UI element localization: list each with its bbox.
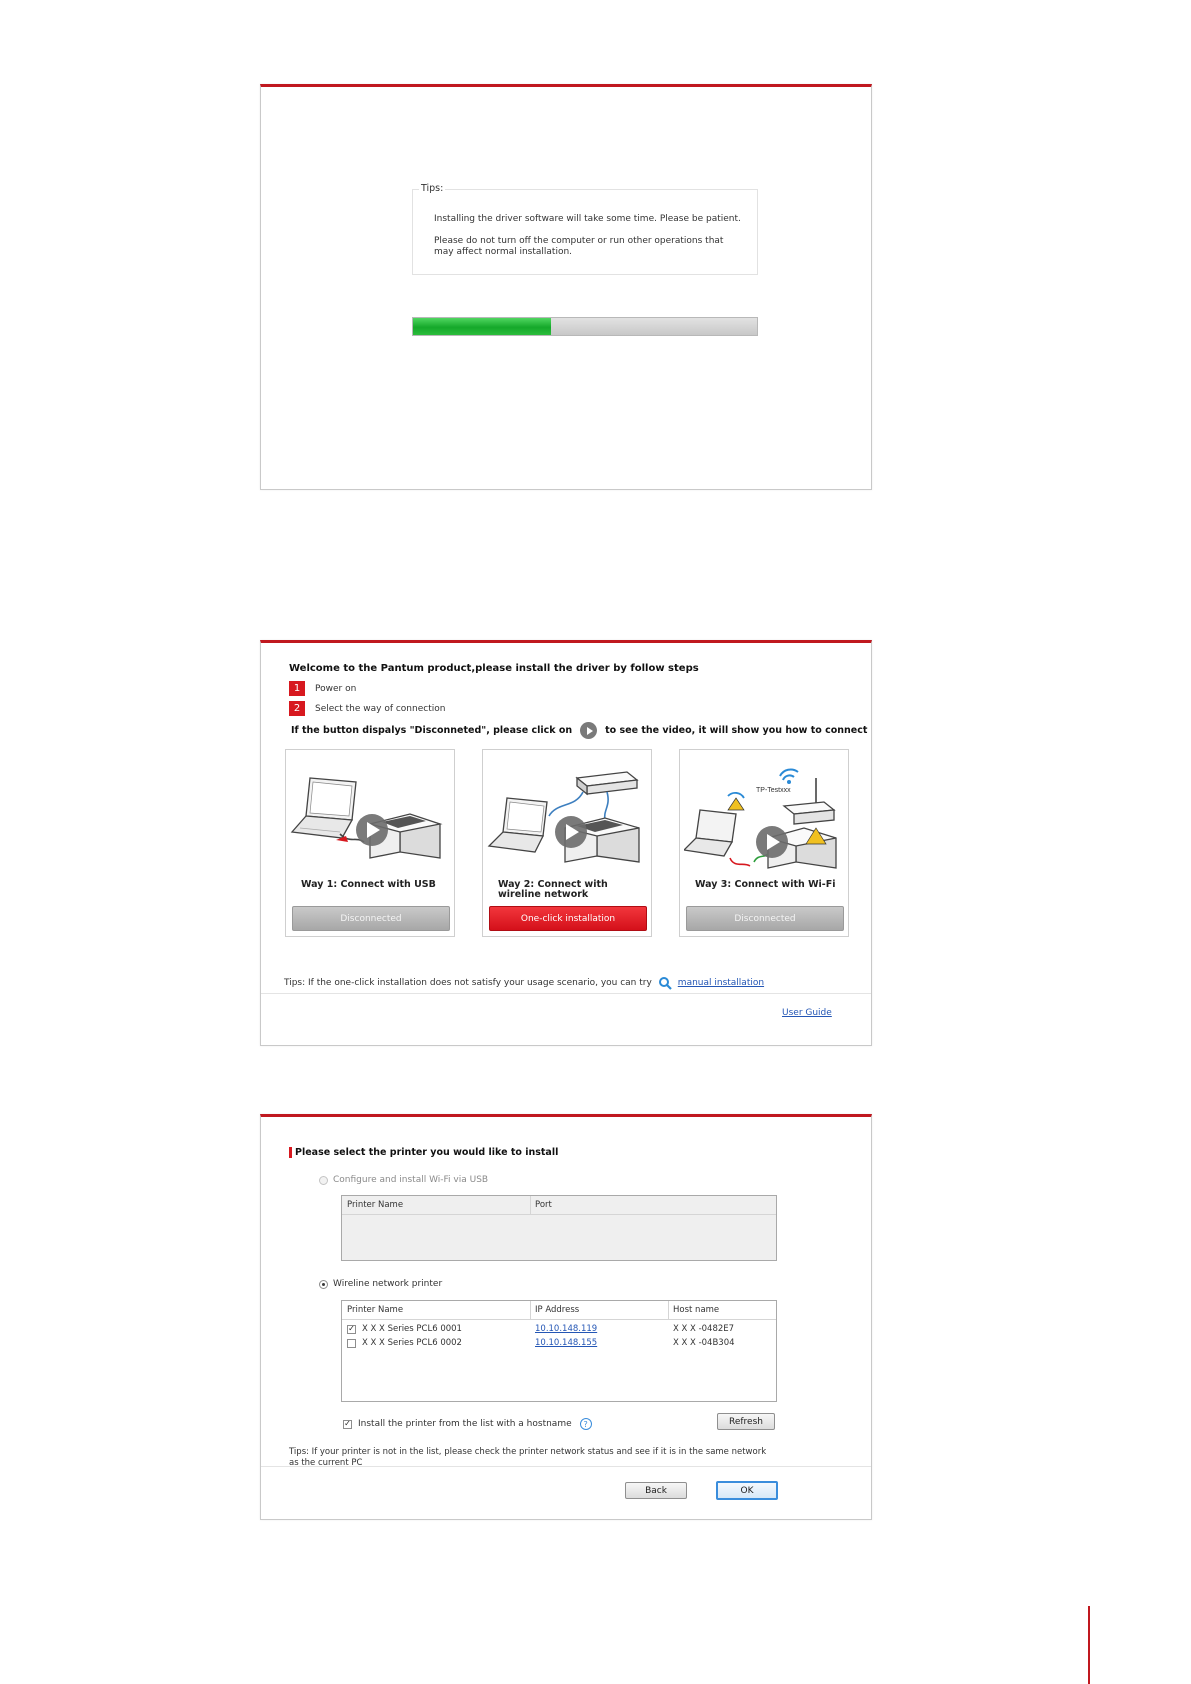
welcome-title: Welcome to the Pantum product,please install the driver by follow steps [289,663,699,674]
page-edge-marker [1088,1606,1090,1684]
install-progress-bar [412,317,758,336]
col-printer-name: Printer Name [347,1305,404,1315]
instruction-text-after: to see the video, it will show you how to connect [605,725,868,736]
tips-text: Tips: If the one-click installation does not satisfy your usage scenario, you can try [284,978,652,988]
instruction-text-before: If the button dispalys "Disconneted", please click on [291,725,573,736]
col-ip-address: IP Address [535,1305,580,1315]
refresh-button[interactable]: Refresh [717,1413,775,1430]
printer-name: X X X Series PCL6 0002 [362,1338,462,1348]
wifi-printer-illustration [684,758,844,876]
wifi-disconnected-button[interactable]: Disconnected [686,906,844,931]
magnifier-icon [658,976,672,990]
col-port: Port [535,1200,552,1210]
network-printer-table [341,1300,777,1402]
printer-checkbox[interactable] [347,1339,356,1348]
printer-host: X X X -04B304 [673,1338,735,1348]
help-icon[interactable]: ? [580,1418,592,1430]
connection-window [260,640,872,1046]
select-printer-window [260,1114,872,1520]
user-guide-link[interactable]: User Guide [782,1008,832,1018]
col-printer-name: Printer Name [347,1200,404,1210]
option-wifi-via-usb[interactable] [319,1175,488,1185]
step-label: Power on [315,683,357,694]
printer-host: X X X -0482E7 [673,1324,735,1334]
hostname-checkbox-label: Install the printer from the list with a hostname [358,1419,572,1429]
hostname-checkbox[interactable]: ✓ [344,1419,351,1428]
way-wired-label: Way 2: Connect with wireline network [498,879,608,900]
way-wired-card [482,749,652,937]
radio-wireline-network[interactable] [319,1280,328,1289]
one-click-install-button[interactable]: One-click installation [489,906,647,931]
printer-checkbox[interactable]: ✓ [348,1324,355,1333]
printer-name: X X X Series PCL6 0001 [362,1324,462,1334]
option-wifi-via-usb-label: Configure and install Wi-Fi via USB [333,1175,489,1185]
progress-fill [413,318,551,335]
divider [261,1466,871,1467]
wifi-ssid-label: TP-Testxxx [756,787,791,794]
header-line [342,1214,776,1215]
step-select-connection [289,701,445,716]
divider [261,993,871,994]
step-label: Select the way of connection [315,703,446,714]
usb-disconnected-button[interactable]: Disconnected [292,906,450,931]
play-icon[interactable] [580,722,597,739]
back-button[interactable]: Back [625,1482,687,1499]
way-wifi-card [679,749,849,937]
option-wireline-network[interactable] [319,1279,442,1289]
step-number: 2 [289,701,305,716]
tips-box [412,183,758,275]
table-row[interactable] [342,1336,776,1350]
printer-ip[interactable]: 10.10.148.155 [535,1338,598,1348]
ok-button[interactable]: OK [716,1481,778,1500]
option-wireline-network-label: Wireline network printer [333,1279,443,1289]
manual-installation-link[interactable]: manual installation [677,978,765,988]
tips-line-patience: Installing the driver software will take some time. Please be patient. [434,214,741,224]
select-printer-title: Please select the printer you would like to install [289,1147,558,1158]
table-row[interactable] [342,1322,776,1336]
printer-list-tips: Tips: If your printer is not in the list, please check the printer network status and see if it is in the same network as the current PC [289,1447,767,1468]
radio-wifi-via-usb[interactable] [319,1176,328,1185]
way-wifi-label: Way 3: Connect with Wi-Fi [695,879,836,890]
install-progress-window [260,84,872,490]
hostname-option[interactable] [343,1418,592,1430]
video-instruction [291,722,867,739]
step-power-on [289,681,356,696]
way-usb-label: Way 1: Connect with USB [301,879,436,890]
wired-network-printer-illustration [487,758,647,876]
tips-line-warning: Please do not turn off the computer or run other operations that may affect normal installation. [434,236,724,257]
tips-label: Tips: [421,183,444,194]
way-usb-card [285,749,455,937]
usb-printer-table [341,1195,777,1261]
printer-ip[interactable]: 10.10.148.119 [535,1324,598,1334]
manual-install-tips [284,976,764,990]
col-host-name: Host name [673,1305,720,1315]
header-line [342,1319,776,1320]
step-number: 1 [289,681,305,696]
usb-laptop-printer-illustration [290,758,450,876]
